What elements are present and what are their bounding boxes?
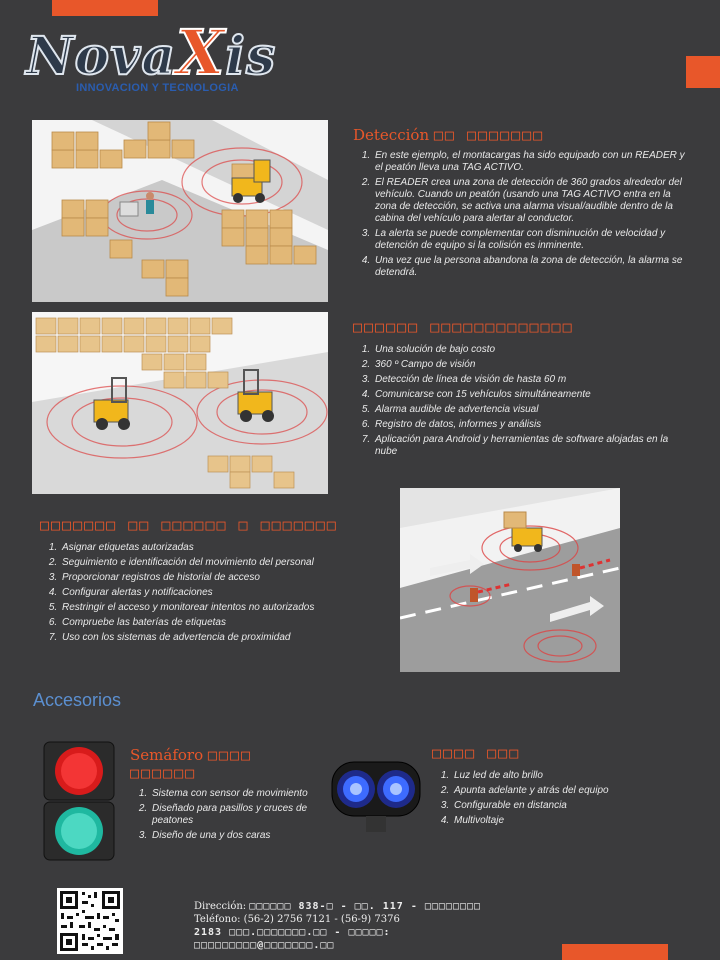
list-item: 3. Configurable en distancia: [452, 800, 622, 812]
list-item: 1. En este ejemplo, el montacargas ha sido equipado con un READER y el peatón lleva una TAG ACTIVO.: [373, 150, 693, 174]
top-accent-bar: [52, 0, 158, 16]
section-title-luz: □□□□ □□□: [432, 744, 521, 762]
logo-tagline: INNOVACION Y TECNOLOGIA: [76, 82, 239, 94]
list-item: 6. Compruebe las baterías de etiquetas: [60, 617, 340, 629]
accessories-heading: Accesorios: [33, 690, 122, 710]
bottom-accent-bar: [562, 944, 668, 960]
section-title-features: □□□□□□ □□□□□□□□□□□□□: [353, 318, 574, 336]
list-item: 4. Comunicarse con 15 vehículos simultáneamente: [373, 389, 683, 401]
access-list: [40, 542, 340, 644]
website-line: 2183 □□□.□□□□□□□.□□ - □□□□□:: [194, 927, 391, 938]
section-title-access: □□□□□□□ □□ □□□□□□ □ □□□□□□□: [40, 516, 338, 534]
list-item: 2. 360 º Campo de visión: [373, 359, 683, 371]
semaforo-list: [130, 788, 325, 842]
list-item: 3. Detección de línea de visión de hasta 60 m: [373, 374, 683, 386]
list-item: 2. El READER crea una zona de detección de 360 grados alrededor del vehículo. Cuando un peatón (usando una TAG ACTIVO entra en la zona de detección, se activa una alarma visual/audible dentro de la cabina del vehículo para alertar al conductor.: [373, 177, 693, 225]
pedestrian-detection-section: [353, 126, 693, 282]
access-control-section: [40, 516, 340, 647]
contact-info: [194, 900, 574, 952]
list-item: 3. Proporcionar registros de historial de acceso: [60, 572, 340, 584]
section-title-detection: Detección □□ □□□□□□□: [353, 126, 545, 144]
email-line: □□□□□□□□□@□□□□□□□.□□: [194, 940, 335, 951]
list-item: 5. Alarma audible de advertencia visual: [373, 404, 683, 416]
list-item: 2. Apunta adelante y atrás del equipo: [452, 785, 622, 797]
detection-list: [353, 150, 693, 279]
list-item: 4. Configurar alertas y notificaciones: [60, 587, 340, 599]
logo: NovaXis: [26, 16, 277, 89]
list-item: 4. Multivoltaje: [452, 815, 622, 827]
section-title-semaforo: Semáforo □□□□: [130, 746, 253, 764]
traffic-light-section: [130, 746, 325, 845]
list-item: 4. Una vez que la persona abandona la zona de detección, la alarma se detendrá.: [373, 255, 693, 279]
list-item: 3. La alerta se puede complementar con disminución de velocidad y detención de equipo si la colisión es inminente.: [373, 228, 693, 252]
side-accent-bar: [686, 56, 720, 88]
list-item: 6. Registro de datos, informes y análisis: [373, 419, 683, 431]
list-item: 5. Restringir el acceso y monitorear intentos no autorizados: [60, 602, 340, 614]
traffic-light-image: [38, 740, 120, 862]
features-list: [353, 344, 683, 458]
list-item: 7. Uso con los sistemas de advertencia de proximidad: [60, 632, 340, 644]
led-light-image: [330, 758, 422, 838]
section-title-semaforo-line2: □□□□□□: [130, 764, 197, 782]
list-item: 1. Una solución de bajo costo: [373, 344, 683, 356]
luz-list: [432, 770, 622, 827]
list-item: 1. Luz led de alto brillo: [452, 770, 622, 782]
list-item: 2. Seguimiento e identificación del movimiento del personal: [60, 557, 340, 569]
list-item: 2. Diseñado para pasillos y cruces de peatones: [150, 803, 325, 827]
pedestrian-detection-illustration: [32, 120, 328, 302]
list-item: 3. Diseño de una y dos caras: [150, 830, 325, 842]
address-line: Dirección: □□□□□□ 838-□ - □□. 117 - □□□□□□□□: [194, 901, 482, 912]
list-item: 7. Aplicación para Android y herramientas de software alojadas en la nube: [373, 434, 683, 458]
phone-line: Teléfono: (56-2) 2756 7121 - (56-9) 7376: [194, 914, 400, 925]
list-item: 1. Asignar etiquetas autorizadas: [60, 542, 340, 554]
list-item: 1. Sistema con sensor de movimiento: [150, 788, 325, 800]
led-light-section: [432, 744, 622, 830]
system-features-section: [353, 318, 683, 461]
qr-code: [57, 888, 123, 954]
forklift-warehouse-illustration: [32, 312, 328, 494]
access-gate-illustration: [400, 488, 620, 672]
